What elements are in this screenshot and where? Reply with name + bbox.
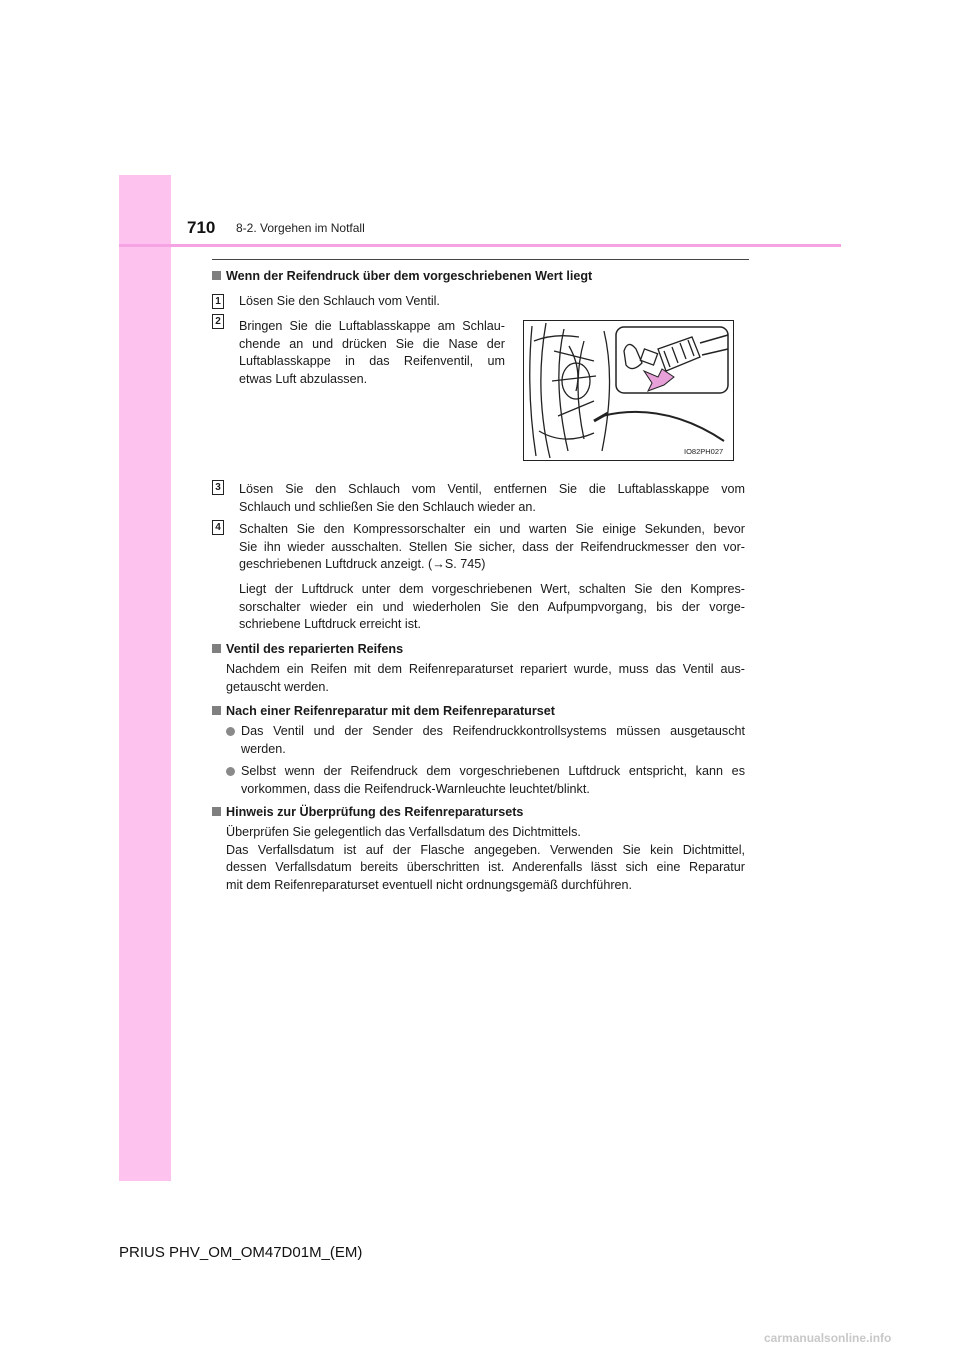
heading-text: Ventil des reparierten Reifens xyxy=(226,642,404,656)
text-line: Nachdem ein Reifen mit dem Reifenreparaturset repariert wurde, muss das Ventil aus- xyxy=(226,662,745,676)
section-label: 8-2. Vorgehen im Notfall xyxy=(236,221,365,235)
heading-text: Wenn der Reifendruck über dem vorgeschriebenen Wert liegt xyxy=(226,269,593,283)
check-kit-text xyxy=(226,824,745,894)
watermark: carmanualsonline.info xyxy=(764,1331,892,1345)
bullet-dot-icon xyxy=(226,767,235,776)
step-number-1: 1 xyxy=(212,294,224,309)
pressure-note xyxy=(239,581,745,634)
figure-code: IO82PH027 xyxy=(684,447,724,456)
text-line: mit dem Reifenreparaturset eventuell nicht ordnungsgemäß durchführen. xyxy=(226,877,633,892)
text-line: Das Ventil und der Sender des Reifendruckkontrollsystems müssen ausgetauscht xyxy=(241,724,745,738)
after-repair-bullet-2 xyxy=(241,763,745,798)
bullet-dot-icon-wrap xyxy=(226,724,241,742)
valve-illustration xyxy=(523,320,734,461)
step-2-text xyxy=(239,318,505,388)
heading-check-kit xyxy=(212,804,523,822)
text-line: Sie ihn wieder ausschalten. Stellen Sie sicher, dass der Reifendruckmesser den vor- xyxy=(239,539,745,554)
text-line: chende an und drücken Sie die Nase der xyxy=(239,336,505,351)
chapter-sidebar xyxy=(119,175,171,1181)
step-number-2: 2 xyxy=(212,314,224,329)
push-arrow-icon xyxy=(644,369,674,391)
square-bullet-icon xyxy=(212,706,221,715)
text-line: werden. xyxy=(241,741,286,756)
text-line: Überprüfen Sie gelegentlich das Verfallsdatum des Dichtmittels. xyxy=(226,825,581,839)
square-bullet-icon xyxy=(212,807,221,816)
heading-text: Nach einer Reifenreparatur mit dem Reifenreparaturset xyxy=(226,704,555,718)
section-rule xyxy=(212,259,749,260)
heading-after-repair xyxy=(212,703,555,721)
text-line: getauscht werden. xyxy=(226,679,329,694)
heading-high-pressure xyxy=(212,268,592,286)
text-line: Luftablasskappe in das Reifenventil, um xyxy=(239,354,505,368)
step-3-text xyxy=(239,481,745,516)
text-line: Schlauch und schließen Sie den Schlauch wieder an. xyxy=(239,499,536,514)
step-number-3: 3 xyxy=(212,480,224,495)
text-line: dessen Verfallsdatum bereits überschritten ist. Anderenfalls lässt sich eine Reparatur xyxy=(226,860,745,874)
page-number: 710 xyxy=(187,218,216,237)
text-line: Bringen Sie die Luftablasskappe am Schlau- xyxy=(239,319,505,333)
text-line: Das Verfallsdatum ist auf der Flasche angegeben. Verwenden Sie kein Dichtmittel, xyxy=(226,842,745,857)
text-line: vorkommen, dass die Reifendruck-Warnleuchte leuchtet/blinkt. xyxy=(241,781,590,796)
bullet-dot-icon-wrap xyxy=(226,764,241,782)
text-line: Selbst wenn der Reifendruck dem vorgeschriebenen Luftdruck entspricht, kann es xyxy=(241,764,745,778)
text-line: Lösen Sie den Schlauch vom Ventil, entfernen Sie die Luftablasskappe vom xyxy=(239,482,745,496)
text-line: etwas Luft abzulassen. xyxy=(239,371,368,386)
text-line: sorschalter wieder ein und wiederholen Sie den Aufpumpvorgang, bis der vorge- xyxy=(239,599,745,614)
square-bullet-icon xyxy=(212,644,221,653)
header-divider xyxy=(119,244,841,247)
tire-valve-drawing xyxy=(524,321,733,460)
step-number-4: 4 xyxy=(212,520,224,535)
step-4-text xyxy=(239,521,745,574)
text-line: geschriebenen Luftdruck anzeigt. (→S. 745) xyxy=(239,557,486,571)
after-repair-bullet-1 xyxy=(241,723,745,758)
valve-text xyxy=(226,661,745,696)
text-line: Liegt der Luftdruck unter dem vorgeschriebenen Wert, schalten Sie den Kompres- xyxy=(239,582,745,596)
text-line: schriebene Luftdruck erreicht ist. xyxy=(239,617,421,631)
document-id: PRIUS PHV_OM_OM47D01M_(EM) xyxy=(119,1244,363,1261)
heading-text: Hinweis zur Überprüfung des Reifenreparatursets xyxy=(226,805,524,819)
step-1-text: Lösen Sie den Schlauch vom Ventil. xyxy=(239,294,440,308)
heading-valve xyxy=(212,641,403,659)
bullet-dot-icon xyxy=(226,727,235,736)
square-bullet-icon xyxy=(212,271,221,280)
text-line: Schalten Sie den Kompressorschalter ein und warten Sie einige Sekunden, bevor xyxy=(239,522,745,536)
